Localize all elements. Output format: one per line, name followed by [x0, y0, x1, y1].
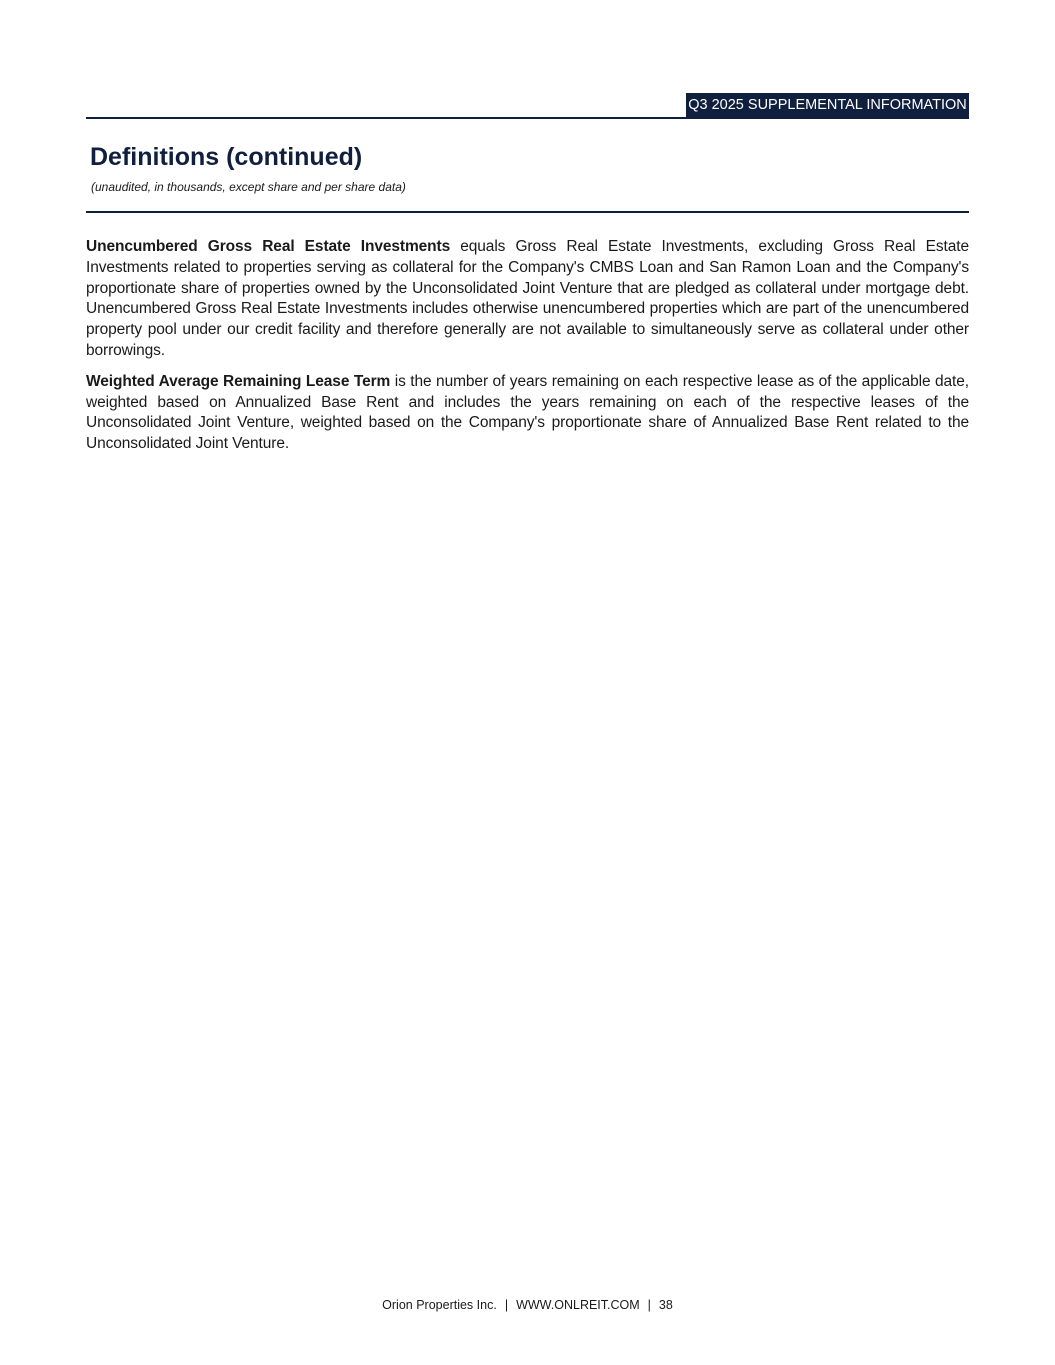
definition-unencumbered-gross-real-estate-investments	[86, 237, 969, 362]
footer-separator: |	[504, 1298, 509, 1312]
definition-term: Unencumbered Gross Real Estate Investments	[86, 238, 451, 255]
page-number: 38	[658, 1298, 673, 1312]
page-subtitle: (unaudited, in thousands, except share and per share data)	[91, 180, 406, 194]
title-rule	[86, 211, 969, 213]
header-banner: Q3 2025 SUPPLEMENTAL INFORMATION	[686, 93, 969, 118]
definition-text: is the number of years remaining on each respective lease as of the applicable date, weighted based on Annualized Base Rent and includes the years remaining on each of the respective leases of the Unconsolidated Joint Venture, weighted based on the Company's proportionate share of Annualized Base Rent related to the Unconsolidated Joint Venture.	[86, 372, 969, 453]
definitions-content	[86, 237, 969, 465]
page-footer	[0, 1298, 1055, 1312]
definition-text: equals Gross Real Estate Investments, excluding Gross Real Estate Investments related to properties serving as collateral for the Company's CMBS Loan and San Ramon Loan and the Company's proportionate share of properties owned by the Unconsolidated Joint Venture that are pledged as collateral under mortgage debt. Unencumbered Gross Real Estate Investments includes otherwise unencumbered properties which are part of the unencumbered property pool under our credit facility and therefore generally are not available to simultaneously serve as collateral under other borrowings.	[86, 238, 969, 359]
page-title: Definitions (continued)	[90, 143, 363, 171]
definition-term: Weighted Average Remaining Lease Term	[86, 372, 391, 390]
footer-website[interactable]: WWW.ONLREIT.COM	[516, 1298, 640, 1312]
header-rule	[86, 117, 969, 119]
definition-weighted-average-remaining-lease-term	[86, 372, 969, 455]
footer-company: Orion Properties Inc.	[382, 1298, 497, 1312]
footer-separator: |	[647, 1298, 651, 1312]
